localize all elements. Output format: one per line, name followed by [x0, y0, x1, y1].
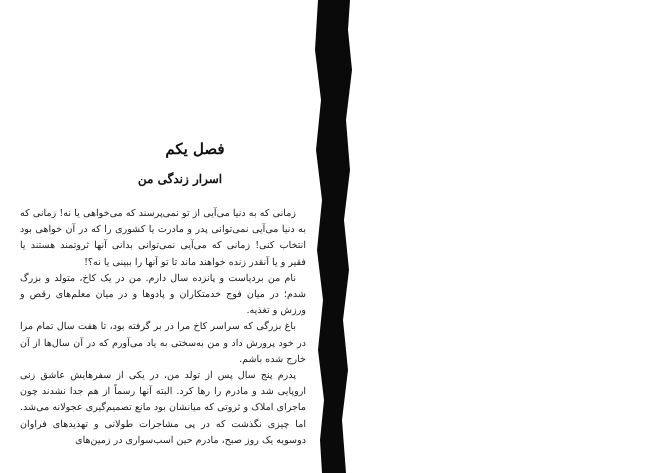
paragraph: پدرم پنج سال پس از تولد من، در یکی از سفرهایش عاشق زنی اروپایی شد و مادرم را رها کرد. البته آنها رسماً از هم جدا نشدند چون ماجرای املاک و ثروتی که میانشان بود مانع تصمیم‌گیری عجولانه می‌شد. اما چیزی نگذشت که در پی مشاجرات طولانی و تهدیدهای فراوان دوسویه یک روز صبح، مادرم حین اسب‌سواری در زمین‌های — [20, 370, 306, 446]
chapter-subtitle: اسرار زندگی من — [137, 172, 223, 186]
paragraph: باغ بزرگی که سراسر کاخ مرا در بر گرفته بود، تا هفت سال تمام مرا در خود پرورش داد و من به‌سختی به یاد می‌آورم که در آن سال‌ها از آن خارج شده باشم. — [20, 321, 306, 365]
paragraph: زمانی که به دنیا می‌آیی از تو نمی‌پرسند که می‌خواهی یا نه! زمانی که به دنیا می‌آیی نمی‌توانی پدر و مادرت یا کشوری را که در آن خواهی بود انتخاب کنی! زمانی که می‌آیی نمی‌توانی بدانی آنها ثروتمند هستند یا فقیر و یا آنقدر زنده خواهند ماند تا تو آنها را ببینی یا نه؟! — [20, 208, 306, 268]
chapter-title: فصل یکم — [165, 140, 225, 158]
paragraph: نام من بردیاست و پانزده سال دارم. من در یک کاخ، متولد و بزرگ شدم؛ در میان فوج خدمتکاران و پادوها و در میان معلم‌های رقص و ورزش و تغذیه. — [20, 272, 306, 317]
